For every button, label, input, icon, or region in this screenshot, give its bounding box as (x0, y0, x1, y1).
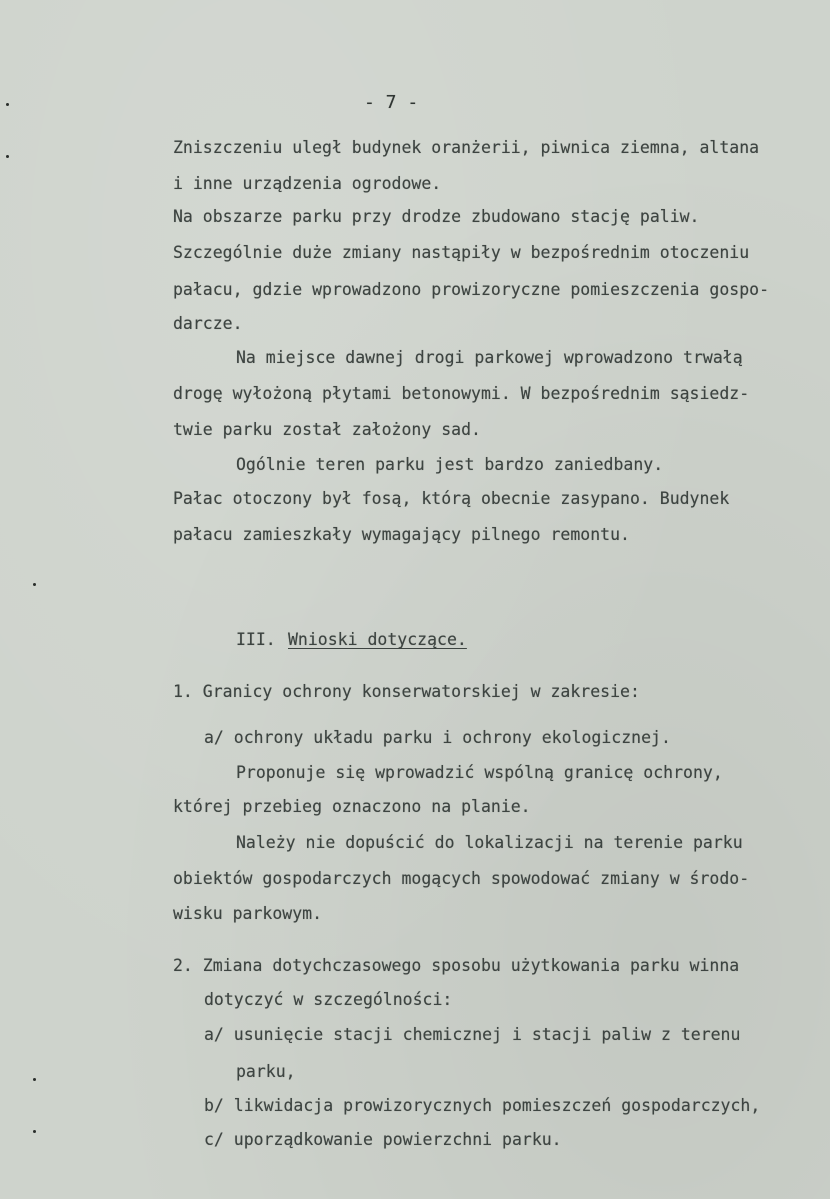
scan-speck (6, 155, 9, 158)
text-line: wisku parkowym. (173, 904, 323, 923)
text-line: pałacu, gdzie wprowadzono prowizoryczne pomieszczenia gospo- (173, 280, 770, 299)
text-line: i inne urządzenia ogrodowe. (173, 174, 442, 193)
text-line: Pałac otoczony był fosą, którą obecnie zasypano. Budynek (173, 489, 730, 508)
section-title: Wnioski dotyczące. (288, 630, 467, 649)
text-line: obiektów gospodarczych mogących spowodować zmiany w środo- (173, 869, 750, 888)
text-line: Szczególnie duże zmiany nastąpiły w bezpośrednim otoczeniu (173, 243, 750, 262)
text-line: darcze. (173, 314, 243, 333)
scan-speck (6, 103, 9, 106)
text-line: pałacu zamieszkały wymagający pilnego remontu. (173, 525, 630, 544)
text-line: Zniszczeniu uległ budynek oranżerii, piwnica ziemna, altana (173, 138, 760, 157)
scan-speck (33, 1130, 36, 1133)
text-line: Na miejsce dawnej drogi parkowej wprowadzono trwałą (236, 348, 743, 367)
text-line: twie parku został założony sad. (173, 420, 481, 439)
list-item: parku, (236, 1062, 296, 1081)
text-line: Ogólnie teren parku jest bardzo zaniedbany. (236, 455, 664, 474)
point-2-heading: dotyczyć w szczególności: (204, 990, 453, 1009)
text-line: drogę wyłożoną płytami betonowymi. W bezpośrednim sąsiedz- (173, 384, 750, 403)
point-1-sub-a: a/ ochrony układu parku i ochrony ekologicznej. (204, 728, 671, 747)
point-2-heading: 2. Zmiana dotychczasowego sposobu użytkowania parku winna (173, 956, 740, 975)
section-number: III. (236, 630, 276, 649)
text-line: Należy nie dopuścić do lokalizacji na terenie parku (236, 833, 743, 852)
scan-speck (33, 583, 36, 586)
point-1-heading: 1. Granicy ochrony konserwatorskiej w zakresie: (173, 682, 640, 701)
text-line: Proponuje się wprowadzić wspólną granicę ochrony, (236, 763, 723, 782)
text-line: której przebieg oznaczono na planie. (173, 797, 531, 816)
scan-speck (33, 1078, 36, 1081)
text-line: Na obszarze parku przy drodze zbudowano stację paliw. (173, 207, 700, 226)
list-item: a/ usunięcie stacji chemicznej i stacji paliw z terenu (204, 1025, 741, 1044)
page-number: - 7 - (364, 92, 419, 113)
list-item: c/ uporządkowanie powierzchni parku. (204, 1130, 562, 1149)
list-item: b/ likwidacja prowizorycznych pomieszczeń gospodarczych, (204, 1096, 761, 1115)
